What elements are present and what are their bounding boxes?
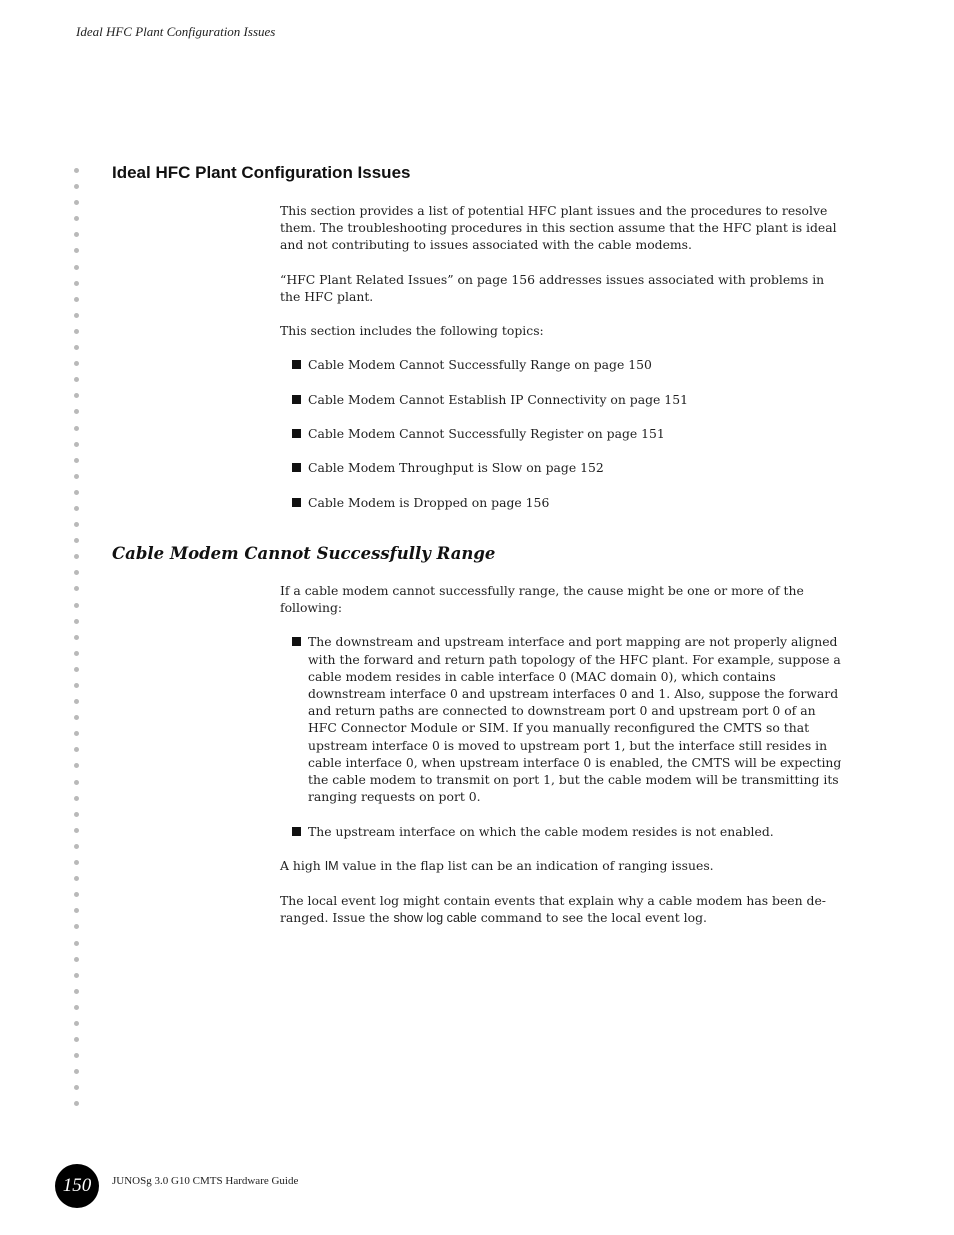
margin-dot [74, 216, 79, 221]
topic-link[interactable]: Cable Modem Cannot Successfully Range on page 150 [308, 357, 652, 373]
margin-dot [74, 1005, 79, 1010]
subsection-body [280, 582, 845, 945]
square-bullet-icon [292, 463, 301, 472]
margin-dot [74, 908, 79, 913]
running-header: Ideal HFC Plant Configuration Issues [76, 24, 276, 39]
list-item [280, 425, 845, 442]
margin-dot [74, 860, 79, 865]
topics-list [280, 356, 845, 511]
page-number-badge: 150 [55, 1164, 99, 1208]
margin-dot [74, 747, 79, 752]
list-item [280, 823, 845, 840]
margin-dot [74, 683, 79, 688]
margin-dot [74, 731, 79, 736]
margin-dot [74, 651, 79, 656]
list-item [280, 494, 845, 511]
margin-dot [74, 635, 79, 640]
topics-lead-paragraph: This section includes the following topics: [280, 323, 544, 339]
margin-dot [74, 957, 79, 962]
margin-dot [74, 973, 79, 978]
margin-dot [74, 232, 79, 237]
margin-dot [74, 780, 79, 785]
margin-dot [74, 924, 79, 929]
margin-dot [74, 844, 79, 849]
margin-dot [74, 828, 79, 833]
margin-dot [74, 892, 79, 897]
margin-dot [74, 1101, 79, 1106]
margin-dot [74, 184, 79, 189]
square-bullet-icon [292, 395, 301, 404]
margin-dot [74, 506, 79, 511]
margin-dot [74, 313, 79, 318]
margin-dot [74, 490, 79, 495]
section-body [280, 202, 845, 528]
intro-paragraph: This section provides a list of potential HFC plant issues and the procedures to resolve them. The troubleshooting procedures in this section assume that the HFC plant is ideal and not contributing to issues associated with the cable modems. [280, 203, 837, 253]
square-bullet-icon [292, 360, 301, 369]
list-item [280, 459, 845, 476]
cross-reference-paragraph: “HFC Plant Related Issues” on page 156 addresses issues associated with problems in the HFC plant. [280, 271, 825, 304]
margin-dot [74, 619, 79, 624]
margin-dot [74, 586, 79, 591]
cause-text: The upstream interface on which the cable modem resides is not enabled. [308, 823, 774, 839]
margin-dot [74, 522, 79, 527]
margin-dot [74, 426, 79, 431]
code-term: IM [324, 859, 339, 874]
causes-intro-paragraph: If a cable modem cannot successfully range, the cause might be one or more of the following: [280, 583, 804, 616]
margin-dot [74, 1021, 79, 1026]
margin-dot [74, 554, 79, 559]
causes-list [280, 633, 845, 839]
margin-dot [74, 538, 79, 543]
topic-link[interactable]: Cable Modem is Dropped on page 156 [308, 494, 550, 510]
margin-dot [74, 458, 79, 463]
margin-dot [74, 570, 79, 575]
margin-dot [74, 796, 79, 801]
margin-dot [74, 1085, 79, 1090]
command-text: show log cable [393, 911, 477, 926]
topic-link[interactable]: Cable Modem Cannot Establish IP Connectivity on page 151 [308, 391, 688, 407]
margin-dot [74, 1053, 79, 1058]
event-log-paragraph: The local event log might contain events that explain why a cable modem has been de-ranged. Issue the show log cable command to see the local event log. [280, 893, 826, 926]
flap-list-paragraph: A high IM value in the flap list can be an indication of ranging issues. [280, 858, 714, 874]
footer-book-title: JUNOSg 3.0 G10 CMTS Hardware Guide [112, 1175, 299, 1187]
square-bullet-icon [292, 827, 301, 836]
margin-dot [74, 345, 79, 350]
margin-dot [74, 1037, 79, 1042]
margin-dot [74, 603, 79, 608]
margin-dot [74, 715, 79, 720]
topic-link[interactable]: Cable Modem Cannot Successfully Register on page 151 [308, 426, 665, 441]
square-bullet-icon [292, 498, 301, 507]
margin-dot [74, 377, 79, 382]
margin-dot [74, 474, 79, 479]
margin-dot [74, 281, 79, 286]
margin-dot [74, 989, 79, 994]
margin-dot [74, 941, 79, 946]
margin-dot [74, 442, 79, 447]
margin-dot [74, 361, 79, 366]
margin-dot [74, 393, 79, 398]
square-bullet-icon [292, 637, 301, 646]
list-item [280, 633, 845, 805]
list-item [280, 356, 845, 373]
margin-dot [74, 168, 79, 173]
square-bullet-icon [292, 429, 301, 438]
list-item [280, 391, 845, 408]
margin-dot [74, 248, 79, 253]
margin-dot [74, 667, 79, 672]
topic-link[interactable]: Cable Modem Throughput is Slow on page 152 [308, 460, 604, 476]
margin-dot [74, 812, 79, 817]
margin-dot-rule [74, 168, 80, 1106]
cause-text: The downstream and upstream interface and port mapping are not properly aligned with the forward and return path topology of the HFC plant. For example, suppose a cable modem resides in cable interface 0 (MAC domain 0), which contains downstream interface 0 and upstream interfaces 0 and 1. Also, suppose the forward and return paths are connected to downstream port 0 and upstream port 0 of an HFC Connector Module or SIM. If you manually reconfigured the CMTS so that upstream interface 0 is moved to upstream port 1, but the interface still resides in cable interface 0, when upstream interface 0 is enabled, the CMTS will be expecting the cable modem to transmit on port 1, but the cable modem will be transmitting its ranging requests on port 0. [308, 634, 842, 805]
margin-dot [74, 297, 79, 302]
section-heading: Ideal HFC Plant Configuration Issues [112, 163, 411, 182]
margin-dot [74, 699, 79, 704]
margin-dot [74, 1069, 79, 1074]
margin-dot [74, 200, 79, 205]
margin-dot [74, 265, 79, 270]
margin-dot [74, 409, 79, 414]
margin-dot [74, 876, 79, 881]
margin-dot [74, 763, 79, 768]
subsection-heading: Cable Modem Cannot Successfully Range [112, 544, 496, 563]
margin-dot [74, 329, 79, 334]
